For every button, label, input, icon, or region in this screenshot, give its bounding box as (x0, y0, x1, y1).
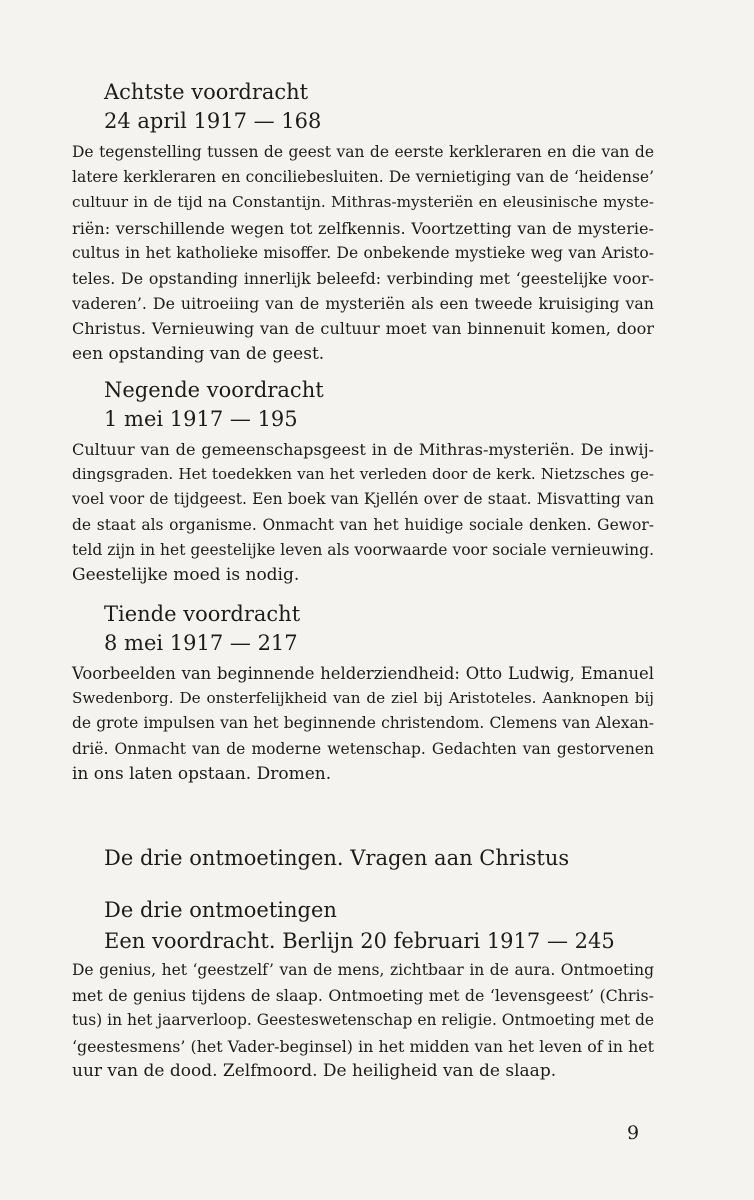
section-heading: Negende voordracht (104, 378, 324, 402)
page-number: 9 (627, 1122, 640, 1144)
summary-line: voel voor de tijdgeest. Een boek van Kjellén over de staat. Misvatting van (72, 490, 654, 509)
section-date-line: 1 mei 1917 — 195 (104, 407, 298, 431)
summary-line: de grote impulsen van het beginnende christendom. Clemens van Alexan- (72, 714, 654, 733)
summary-line: Voorbeelden van beginnende helderziendheid: Otto Ludwig, Emanuel (72, 664, 654, 683)
section-date-line: Een voordracht. Berlijn 20 februari 1917 — 245 (104, 929, 615, 953)
summary-line: een opstanding van de geest. (72, 343, 325, 364)
summary-line: dingsgraden. Het toedekken van het verleden door de kerk. Nietzsches ge- (72, 465, 654, 484)
summary-line: riën: verschillende wegen tot zelfkennis. Voortzetting van de mysterie- (72, 218, 654, 238)
summary-line: teles. De opstanding innerlijk beleefd: verbinding met ‘geestelijke voor- (72, 268, 654, 288)
summary-line: Swedenborg. De onsterfelijkheid van de ziel bij Aristoteles. Aanknopen bij (72, 689, 654, 708)
summary-line: tus) in het jaarverloop. Geesteswetenschap en religie. Ontmoeting met de (72, 1011, 655, 1030)
section-heading: Tiende voordracht (104, 602, 301, 626)
summary-line: drië. Onmacht van de moderne wetenschap. Gedachten van gestorvenen (72, 739, 654, 758)
summary-line: De genius, het ‘geestzelf’ van de mens, zichtbaar in de aura. Ontmoeting (72, 961, 654, 979)
summary-line: Geestelijke moed is nodig. (72, 564, 300, 585)
summary-line: Christus. Vernieuwing van de cultuur moet van binnenuit komen, door (72, 319, 654, 339)
summary-line: in ons laten opstaan. Dromen. (72, 763, 332, 784)
summary-line: De tegenstelling tussen de geest van de eerste kerkleraren en die van de (72, 143, 654, 161)
summary-line: uur van de dood. Zelfmoord. De heiligheid van de slaap. (72, 1060, 557, 1081)
summary-line: vaderen’. De uitroeiing van de mysteriën als een tweede kruisiging van (72, 294, 654, 314)
section-heading: De drie ontmoetingen (104, 898, 337, 922)
summary-line: de staat als organisme. Onmacht van het huidige sociale denken. Gewor- (72, 515, 654, 534)
summary-line: ‘geestesmens’ (het Vader-beginsel) in het midden van het leven of in het (72, 1036, 654, 1056)
section-summary (72, 661, 654, 787)
summary-line: teld zijn in het geestelijke leven als voorwaarde voor sociale vernieuwing. (72, 540, 654, 559)
summary-line: latere kerkleraren en conciliebesluiten. De vernietiging van de ‘heidense’ (72, 168, 654, 187)
section-summary (72, 958, 654, 1084)
section-date-line: 8 mei 1917 — 217 (104, 631, 298, 655)
section-summary (72, 140, 654, 367)
section-heading: Achtste voordracht (104, 80, 309, 104)
section-summary (72, 437, 654, 588)
summary-line: cultuur in de tijd na Constantijn. Mithras-mysteriën en eleusinische myste- (72, 193, 654, 212)
summary-line: met de genius tijdens de slaap. Ontmoeting met de ‘levensgeest’ (Chris- (72, 986, 654, 1006)
part-title: De drie ontmoetingen. Vragen aan Christus (104, 846, 570, 870)
summary-line: cultus in het katholieke misoffer. De onbekende mystieke weg van Aristo- (72, 243, 654, 262)
section-date-line: 24 april 1917 — 168 (104, 109, 322, 133)
summary-line: Cultuur van de gemeenschapsgeest in de Mithras-mysteriën. De inwij- (72, 440, 654, 459)
